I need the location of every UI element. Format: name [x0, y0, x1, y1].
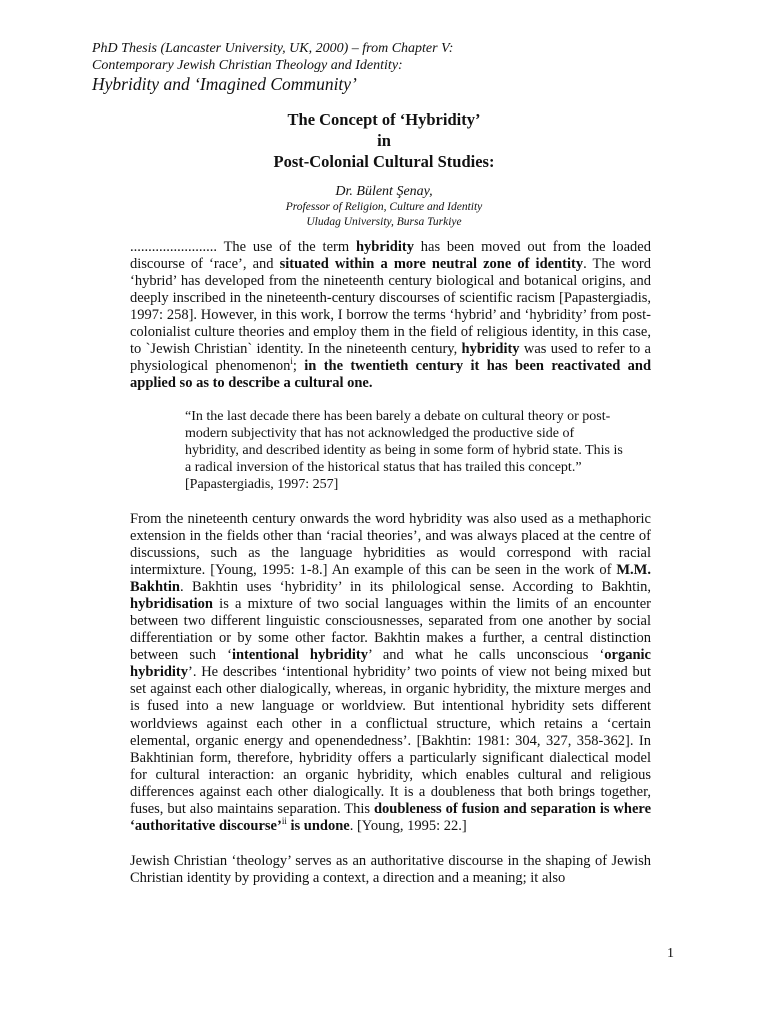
bold-run: in the twentieth century it has been reactivated and applied so as to describe a cultural one. [130, 358, 652, 392]
endnote-marker[interactable]: ii [281, 815, 287, 826]
bold-run: hybridisation [130, 596, 213, 613]
bold-run: is undone [286, 817, 350, 834]
author-block [0, 183, 768, 230]
running-header [92, 40, 692, 95]
author-position: Professor of Religion, Culture and Identity [285, 201, 483, 213]
title-line-2: in [377, 131, 391, 150]
author-affiliation: Uludag University, Bursa Turkiye [306, 216, 462, 228]
bold-run: hybridity [461, 341, 520, 358]
paragraph-3: Jewish Christian ‘theology’ serves as an authoritative discourse in the shaping of Jewish Christian identity by providing a context, a direction and a meaning; it also [130, 852, 651, 886]
text-run: ’ and what he calls unconscious ‘ [367, 647, 605, 664]
header-thesis-line: PhD Thesis (Lancaster University, UK, 2000) – from Chapter V: [92, 41, 454, 56]
bold-run: doubleness of fusion and separation is where ‘authoritative discourse’ [130, 800, 652, 834]
bold-run: situated within a more neutral zone of identity [279, 256, 584, 273]
text-run: has been moved out from the loaded discourse of ‘race’, and [130, 239, 651, 273]
bold-run: organic hybridity [130, 647, 651, 681]
header-chapter-line: Contemporary Jewish Christian Theology and Identity: [92, 58, 403, 73]
author-name: Dr. Bülent Şenay, [335, 184, 433, 199]
bold-run: hybridity [355, 239, 414, 255]
text-run: was used to refer to a physiological phenomenon [130, 341, 651, 375]
text-run: . Bakhtin uses ‘hybridity’ in its philological sense. According to Bakhtin, [179, 579, 651, 596]
document-title [0, 109, 768, 172]
text-run: . [Young, 1995: 22.] [349, 817, 467, 834]
title-line-1: The Concept of ‘Hybridity’ [287, 110, 481, 129]
text-run: ........................ The use of the term [130, 239, 356, 255]
bold-run: M.M. Bakhtin [130, 562, 651, 596]
title-line-3: Post-Colonial Cultural Studies: [273, 152, 495, 171]
text-run: ’. He describes ‘intentional hybridity’ two points of view not being mixed but set against each other dialogically, whereas, in organic hybridity, the mixture merges and is fused into a new language or worldview. But intentional hybridity sets different worldviews against each other in a conflictual structure, which retains a ‘certain elemental, organic energy and openendedness’. [Bakhtin: 1981: 304, 327, 358-362]. In Bakhtinian form, therefore, hybridity offers a particularly significant dialectical model for cultural interaction: an organic hybridity, which enables cultural and religious differences against each other dialogically. It is a doubleness that both brings together, fuses, but also maintains separation. This [130, 664, 651, 817]
paragraph-1 [130, 239, 651, 392]
page-number: 1 [667, 946, 674, 961]
block-quote: “In the last decade there has been barely a debate on cultural theory or post-modern subjectivity that has not acknowledged the productive side of hybridity, and described identity as being in some form of hybrid state. This is a radical inversion of the historical status that has trailed this concept.” [Papastergiadis, 1997: 257] [185, 409, 623, 493]
paragraph-2 [130, 511, 651, 835]
text-run: is a mixture of two social languages within the limits of an encounter between two different linguistic consciousnesses, separated from one another by social differentiation or by some other factor. Bakhtin makes a further, a central distinction between such ‘ [130, 596, 651, 664]
text-run: From the nineteenth century onwards the word hybridity was also used as a methaphoric extension in the fields other than ‘racial theories’, and was always placed at the centre of discussions, such as the language hybridities as would correspond with racial intermixture. [Young, 1995: 1-8.] An example of this can be seen in the work of [130, 510, 651, 579]
header-subtitle-line: Hybridity and ‘Imagined Community’ [92, 74, 357, 94]
text-run: . The word ‘hybrid’ has developed from the nineteenth century biological and botanical origins, and deeply inscribed in the nineteenth-century discourses of scientific racism [Papastergiadis, 1997: 258]. However, in this work, I borrow the terms ‘hybrid’ and ‘hybridity’ from post-colonialist culture theories and employ them in the field of religious identity, in this case, to `Jewish Christian` identity. In the nineteenth century, [130, 256, 651, 358]
bold-run: intentional hybridity [231, 647, 368, 664]
endnote-marker[interactable]: i [290, 356, 293, 367]
text-run: ; [292, 358, 305, 375]
document-body [130, 239, 651, 887]
